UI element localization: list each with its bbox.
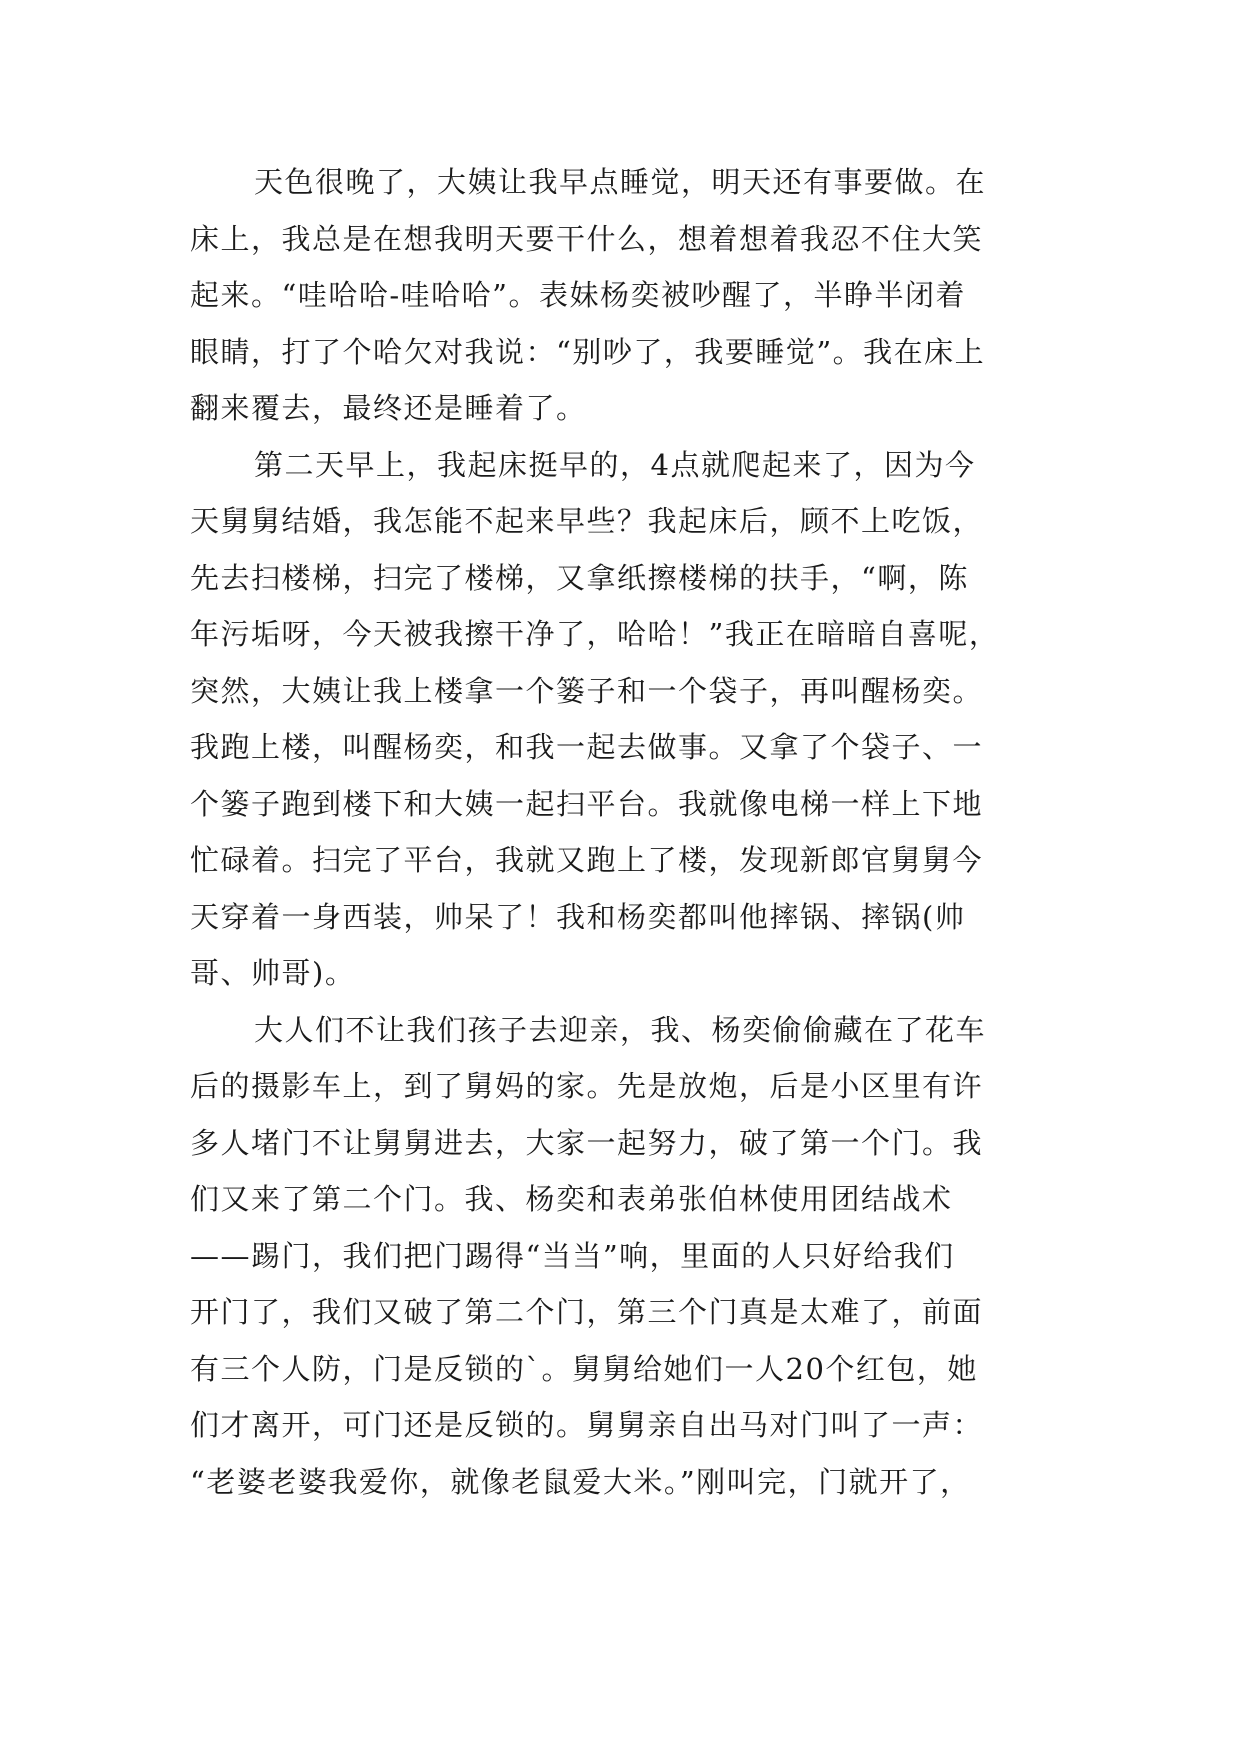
paragraph-1 [190, 154, 1070, 437]
text-line: 们才离开，可门还是反锁的。舅舅亲自出马对门叫了一声： [190, 1408, 984, 1442]
text-line: 起来。“哇哈哈-哇哈哈”。表妹杨奕被吵醒了，半睁半闭着 [190, 278, 966, 312]
text-line: 天舅舅结婚，我怎能不起来早些？我起床后，顾不上吃饭， [190, 504, 984, 538]
paragraph-3 [190, 1002, 1070, 1511]
text-line: 大人们不让我们孩子去迎亲，我、杨奕偷偷藏在了花车 [254, 1012, 987, 1047]
text-line: 开门了，我们又破了第二个门，第三个门真是太难了，前面 [190, 1295, 984, 1329]
text-line: 年污垢呀，今天被我擦干净了，哈哈！”我正在暗暗自喜呢， [190, 617, 1000, 651]
text-line: 天色很晚了，大姨让我早点睡觉，明天还有事要做。在 [254, 165, 987, 199]
text-line: 眼睛，打了个哈欠对我说：“别吵了，我要睡觉”。我在床上 [190, 334, 986, 369]
paragraph-2 [190, 437, 1070, 1002]
text-line: 突然，大姨让我上楼拿一个篓子和一个袋子，再叫醒杨奕。 [190, 673, 984, 708]
text-line: 有三个人防，门是反锁的`。舅舅给她们一人20个红包，她 [190, 1351, 978, 1386]
text-line: 天穿着一身西装，帅呆了！我和杨奕都叫他摔锅、摔锅(帅 [190, 899, 966, 934]
text-line: 第二天早上，我起床挺早的，4点就爬起来了，因为今 [254, 447, 976, 482]
text-line: 们又来了第二个门。我、杨奕和表弟张伯林使用团结战术 [190, 1182, 953, 1216]
article-body [190, 154, 1070, 1510]
text-line: 个篓子跑到楼下和大姨一起扫平台。我就像电梯一样上下地 [190, 786, 984, 821]
text-line: 后的摄影车上，到了舅妈的家。先是放炮，后是小区里有许 [190, 1069, 984, 1103]
text-line: “老婆老婆我爱你，就像老鼠爱大米。”刚叫完，门就开了， [190, 1464, 971, 1499]
text-line: 翻来覆去，最终还是睡着了。 [190, 391, 587, 425]
text-line: 多人堵门不让舅舅进去，大家一起努力，破了第一个门。我 [190, 1125, 984, 1160]
text-line: ——踢门，我们把门踢得“当当”响，里面的人只好给我们 [190, 1238, 955, 1273]
text-line: 床上，我总是在想我明天要干什么，想着想着我忍不住大笑 [190, 221, 984, 256]
text-line: 哥、帅哥)。 [190, 956, 356, 990]
text-line: 忙碌着。扫完了平台，我就又跑上了楼，发现新郎官舅舅今 [190, 843, 984, 877]
text-line: 我跑上楼，叫醒杨奕，和我一起去做事。又拿了个袋子、一 [190, 730, 984, 764]
text-line: 先去扫楼梯，扫完了楼梯，又拿纸擦楼梯的扶手，“啊，陈 [190, 560, 969, 595]
